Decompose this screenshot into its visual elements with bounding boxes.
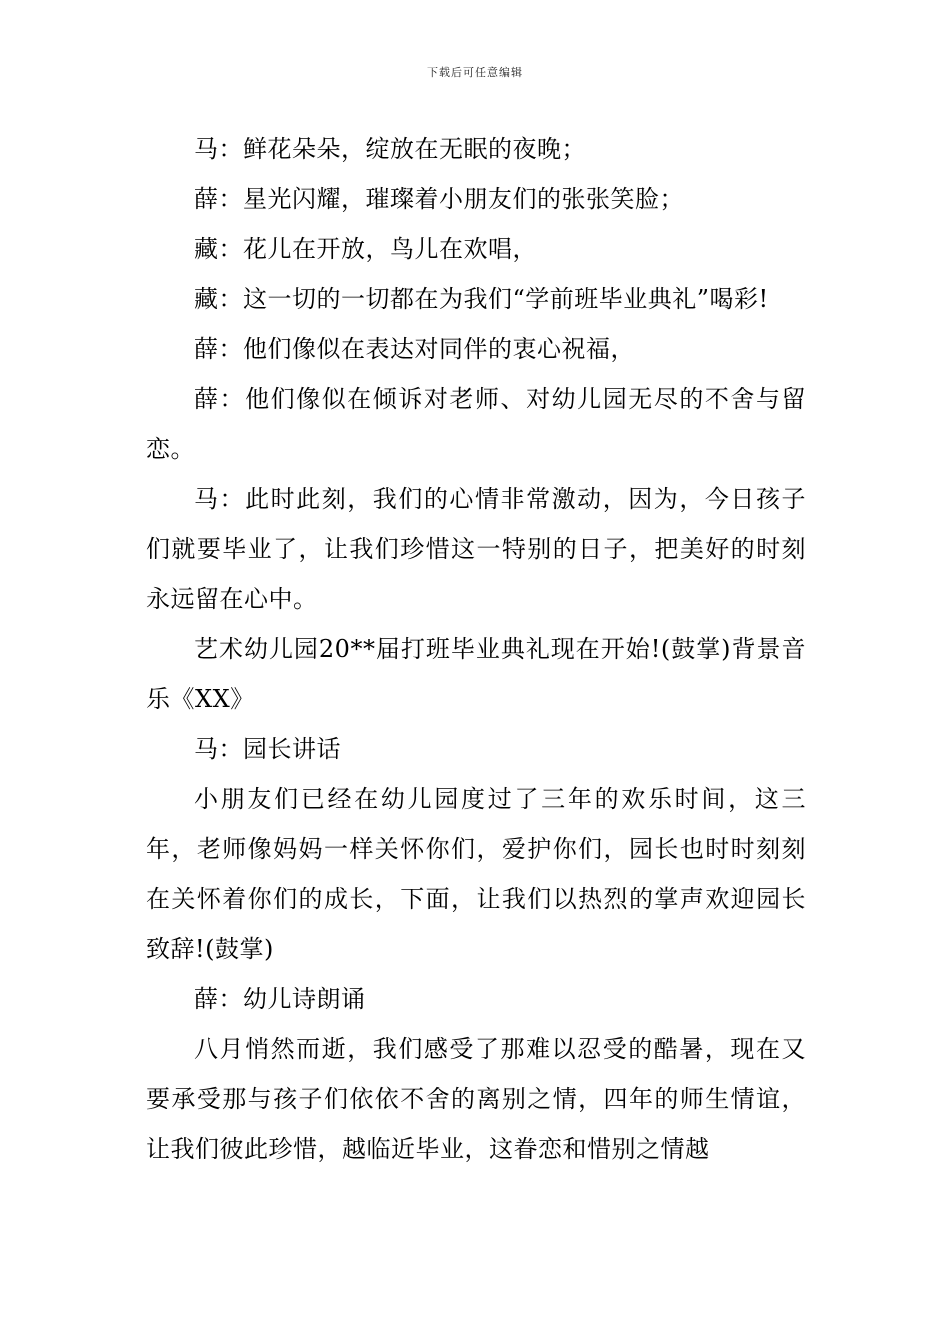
paragraph: 八月悄然而逝，我们感受了那难以忍受的酷暑，现在又要承受那与孩子们依依不舍的离别之情，四年的师生情谊，让我们彼此珍惜，越临近毕业，这眷恋和惜别之情越 (146, 1035, 806, 1163)
paragraph: 藏：花儿在开放，鸟儿在欢唱， (194, 235, 537, 263)
document-body (146, 124, 806, 1174)
paragraph: 薛：幼儿诗朗诵 (194, 985, 366, 1013)
paragraph: 艺术幼儿园20**届打班毕业典礼现在开始!(鼓掌)背景音乐《XX》 (146, 635, 806, 713)
page-header-note: 下载后可任意编辑 (427, 66, 523, 79)
paragraph: 马：鲜花朵朵，绽放在无眠的夜晚； (194, 135, 586, 163)
paragraph: 小朋友们已经在幼儿园度过了三年的欢乐时间，这三年，老师像妈妈一样关怀你们，爱护你们，园长也时时刻刻在关怀着你们的成长，下面，让我们以热烈的掌声欢迎园长致辞!(鼓掌) (146, 785, 806, 963)
paragraph: 薛：他们像似在表达对同伴的衷心祝福， (194, 335, 635, 363)
paragraph: 薛：星光闪耀，璀璨着小朋友们的张张笑脸； (194, 185, 684, 213)
paragraph: 马：此时此刻，我们的心情非常激动，因为，今日孩子们就要毕业了，让我们珍惜这一特别的日子，把美好的时刻永远留在心中。 (146, 485, 806, 613)
paragraph: 藏：这一切的一切都在为我们“学前班毕业典礼”喝彩! (194, 285, 769, 313)
paragraph: 马：园长讲话 (194, 735, 341, 763)
paragraph: 薛：他们像似在倾诉对老师、对幼儿园无尽的不舍与留恋。 (146, 385, 806, 463)
